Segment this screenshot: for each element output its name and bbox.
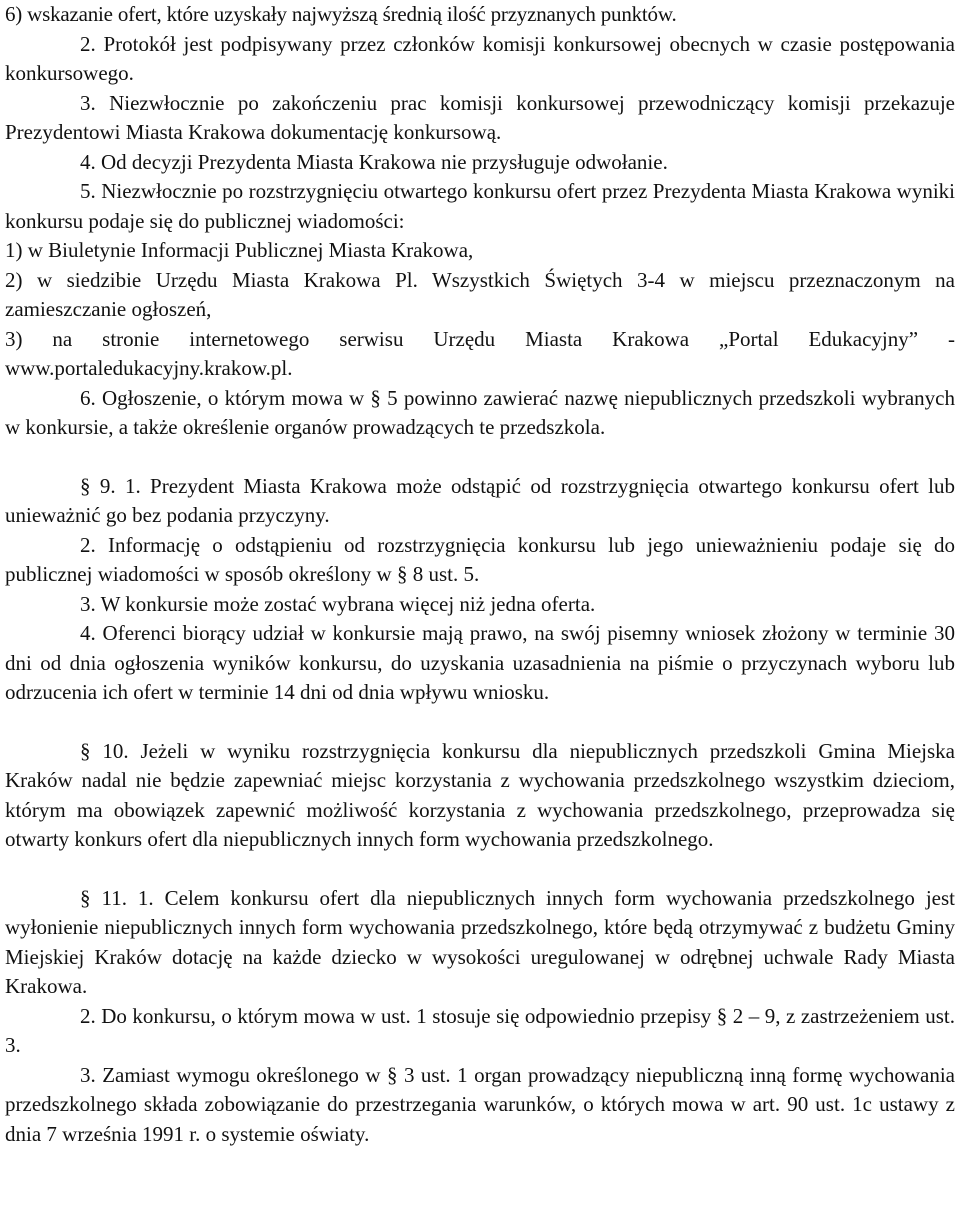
list-item-bip: 1) w Biuletynie Informacji Publicznej Miasta Krakowa, bbox=[5, 238, 474, 262]
paragraph-8-4-appeal: 4. Od decyzji Prezydenta Miasta Krakowa nie przysługuje odwołanie. bbox=[80, 149, 668, 174]
list-item-office: 2) w siedzibie Urzędu Miasta Krakowa Pl. Wszystkich Świętych 3-4 w miejscu przeznaczonym na zamieszczanie ogłoszeń, bbox=[5, 267, 955, 321]
section-11-2: 2. Do konkursu, o którym mowa w ust. 1 stosuje się odpowiednio przepisy § 2 – 9, z zastrzeżeniem ust. 3. bbox=[5, 1003, 955, 1057]
document-page bbox=[5, 0, 955, 1149]
paragraph-8-5-publication: 5. Niezwłocznie po rozstrzygnięciu otwartego konkursu ofert przez Prezydenta Miasta Krakowa wyniki konkursu podaje się do publicznej wiadomości: bbox=[5, 179, 955, 233]
list-item-portal: 3) na stronie internetowego serwisu Urzędu Miasta Krakowa „Portal Edukacyjny” - www.portaledukacyjny.krakow.pl. bbox=[5, 326, 955, 380]
section-10: § 10. Jeżeli w wyniku rozstrzygnięcia konkursu dla niepublicznych przedszkoli Gmina Miejska Kraków nadal nie będzie zapewniać miejsc korzystania z wychowania przedszkolnego wszystkim dzieciom, którym ma obowiązek zapewnić możliwość korzystania z wychowania przedszkolnego, przeprowadza się otwarty konkurs ofert dla niepublicznych innych form wychowania przedszkolnego. bbox=[5, 738, 955, 851]
section-9-1: § 9. 1. Prezydent Miasta Krakowa może odstąpić od rozstrzygnięcia otwartego konkursu ofert lub unieważnić go bez podania przyczyny. bbox=[5, 473, 955, 527]
paragraph-8-2-protocol: 2. Protokół jest podpisywany przez członków komisji konkursowej obecnych w czasie postępowania konkursowego. bbox=[5, 31, 955, 85]
paragraph-8-3-documentation: 3. Niezwłocznie po zakończeniu prac komisji konkursowej przewodniczący komisji przekazuje Prezydentowi Miasta Krakowa dokumentację konkursową. bbox=[5, 90, 955, 144]
section-11-1: § 11. 1. Celem konkursu ofert dla niepublicznych innych form wychowania przedszkolnego jest wyłonienie niepublicznych innych form wychowania przedszkolnego, które będą otrzymywać z budżetu Gminy Miejskiej Kraków dotację na każde dziecko w wysokości uregulowanej w odrębnej uchwale Rady Miasta Krakowa. bbox=[5, 885, 955, 998]
section-9-4: 4. Oferenci biorący udział w konkursie mają prawo, na swój pisemny wniosek złożony w terminie 30 dni od dnia ogłoszenia wyników konkursu, do uzyskania uzasadnienia na piśmie o przyczynach wyboru lub odrzucenia ich ofert w terminie 14 dni od dnia wpływu wniosku. bbox=[5, 621, 955, 704]
paragraph-8-6-announcement: 6. Ogłoszenie, o którym mowa w § 5 powinno zawierać nazwę niepublicznych przedszkoli wybranych w konkursie, a także określenie organów prowadzących te przedszkola. bbox=[5, 385, 955, 439]
section-9-2: 2. Informację o odstąpieniu od rozstrzygnięcia konkursu lub jego unieważnieniu podaje się do publicznej wiadomości w sposób określony w § 8 ust. 5. bbox=[5, 532, 955, 586]
section-9-3: 3. W konkursie może zostać wybrana więcej niż jedna oferta. bbox=[80, 591, 596, 616]
paragraph-8-6: 6) wskazanie ofert, które uzyskały najwyższą średnią ilość przyznanych punktów. bbox=[5, 2, 677, 26]
section-11-3: 3. Zamiast wymogu określonego w § 3 ust. 1 organ prowadzący niepubliczną inną formę wychowania przedszkolnego składa zobowiązanie do przestrzegania warunków, o których mowa w art. 90 ust. 1c ustawy z dnia 7 września 1991 r. o systemie oświaty. bbox=[5, 1062, 955, 1146]
